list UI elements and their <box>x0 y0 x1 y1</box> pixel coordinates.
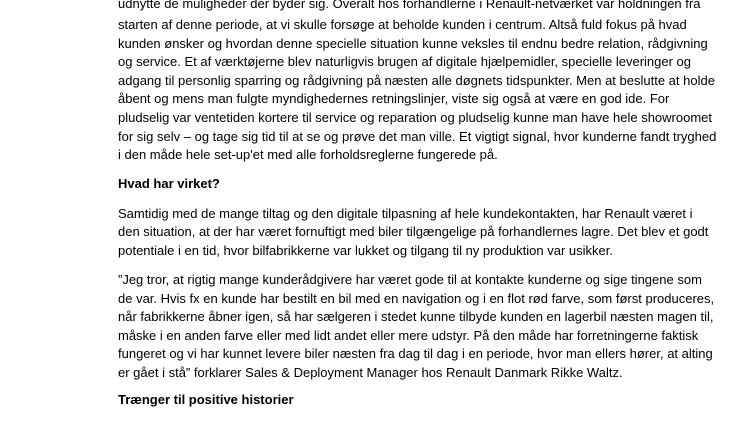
paragraph-1-line: adgang til personlig sparring og rådgivning på næsten alle døgnets tidspunkter. Men at beslutte at holde <box>118 73 715 88</box>
paragraph-1-line: i den måde hele set-up'et med alle forholdsreglerne fungerede på. <box>118 147 498 162</box>
quote-paragraph-line: når fabrikkerne åbner igen, så har sælgeren i stedet kunne tilbyde kunden en lagerbil næsten magen til, <box>118 309 714 324</box>
paragraph-1-line: pludselig var ventetiden kortere til service og reparation og pludselig kunne man have hele showroomet <box>118 110 713 125</box>
paragraph-1-line: udnytte de muligheder der byder sig. Overalt hos forhandlerne i Renault-netværket var holdningen fra <box>118 0 701 11</box>
section-heading: Hvad har virket? <box>118 176 220 191</box>
quote-paragraph-line: de var. Hvis fx en kunde har bestilt en bil med en navigation og i en flot rød farve, som først produceres, <box>118 291 715 306</box>
paragraph-1-line: kunden ønsker og hvordan denne specielle situation kunne veksles til endnu bedre relation, rådgivning <box>118 36 708 51</box>
paragraph-1-line: for sig selv – og tage sig tid til at se og prøve det man ville. Et vigtigt signal, hvor kunderne fandt tryghed <box>118 129 717 144</box>
paragraph-2-line: den situation, at der har været fornuftigt med biler tilgængelige på forhandlernes lagre. Det blev et godt <box>118 224 709 239</box>
paragraph-1-line: åbent og mens man fulgte myndighedernes retningslinjer, viste sig også at være en god ide. For <box>118 91 670 106</box>
section-heading: Trænger til positive historier <box>118 392 294 407</box>
paragraph-2-line: potentiale i en tid, hvor bilfabrikkerne var lukket og tilgang til ny produktion var usikker. <box>118 243 613 258</box>
quote-paragraph-line: fungeret og vi har kunnet levere biler næsten fra dag til dag i en periode, hvor man ellers hører, at alting <box>118 346 713 361</box>
quote-paragraph-line: måske i en anden farve eller med lidt andet eller mere udstyr. På den måde har forretningerne faktisk <box>118 328 699 343</box>
quote-paragraph-line: ”Jeg tror, at rigtig mange kunderådgivere har været gode til at kontakte kunderne og sige tingene som <box>118 272 702 287</box>
paragraph-1-line: og service. Et af værktøjerne blev naturligvis brugen af digitale hjælpemidler, specielle leveringer og <box>118 54 692 69</box>
paragraph-2-line: Samtidig med de mange tiltag og den digitale tilpasning af hele kundekontakten, har Renault været i <box>118 206 693 221</box>
paragraph-1-line: starten af denne periode, at vi skulle forsøge at beholde kunden i centrum. Altså fuld fokus på hvad <box>118 17 687 32</box>
quote-paragraph-line: er gået i stå” forklarer Sales & Deployment Manager hos Renault Danmark Rikke Waltz. <box>118 365 623 380</box>
